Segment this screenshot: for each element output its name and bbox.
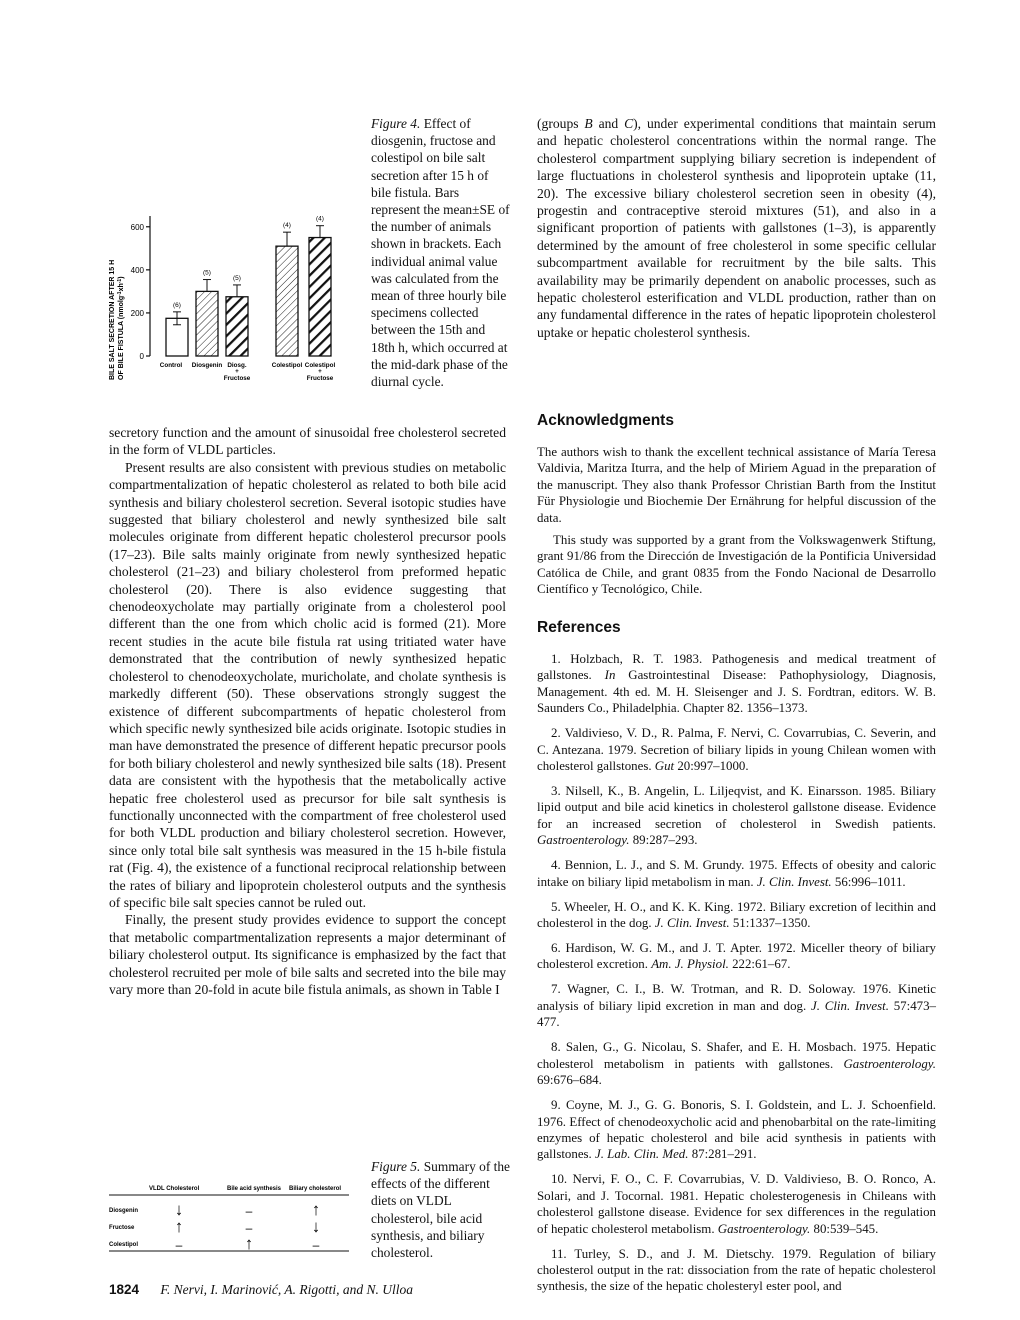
fig5-row-label-diosgenin: Diosgenin — [109, 1208, 139, 1214]
reference-pages: 56:996–1011. — [831, 874, 906, 889]
footer-authors: F. Nervi, I. Marinović, A. Rigotti, and N. Ulloa — [160, 1282, 414, 1297]
reference-pages: 80:539–545. — [810, 1221, 879, 1236]
reference-text: 7. Wagner, C. I., B. W. Trotman, and R. D. Soloway. 1976. Kinetic analysis of biliary lipid excretion in man and dog. — [537, 982, 936, 1013]
reference-text: 2. Valdivieso, V. D., R. Palma, F. Nervi, C. Covarrubias, C. Severin, and C. Antezana. 1979. Secretion of biliary lipids in young Chilean women with cholesterol gallstones. — [537, 726, 936, 774]
fig5-row-label-fructose: Fructose — [109, 1225, 135, 1231]
fig4-n-label: (4) — [283, 222, 291, 230]
references — [537, 651, 936, 1303]
reference-pages: 51:1337–1350. — [729, 916, 811, 931]
reference-pages: 57:473–477. — [537, 998, 936, 1030]
reference-text: 4. Bennion, L. J., and S. M. Grundy. 1975. Effects of obesity and caloric intake on biliary lipid metabolism in man. — [537, 858, 936, 889]
reference-pages: 20:997–1000. — [674, 759, 749, 774]
reference-pages: 69:676–684. — [537, 1073, 602, 1088]
fig4-y-tick-label: 0 — [139, 352, 144, 361]
fig4-bar — [226, 297, 248, 356]
reference-text: 8. Salen, G., G. Nicolau, S. Shafer, and E. H. Mosbach. 1975. Hepatic cholesterol metabolism in patients with gallstones. — [537, 1040, 936, 1071]
reference-item — [537, 899, 936, 932]
figure-5-caption — [371, 1158, 511, 1261]
figure-4 — [104, 208, 354, 398]
right-paragraph-0: (groups B and C), under experimental conditions that maintain serum and hepatic cholesterol concentrations within the normal range. The cholesterol compartment supplying biliary secretion is independent of large fluctuations in cholesterol synthesis and lipoprotein uptake (11, 20). The excessive biliary cholesterol secretion seen in obesity (4), progestin and contraceptive steroid mixtures (51), and also in a significant proportion of patients with gallstones (1–3), is apparently determined by the amount of free cholesterol in some specific cellular subcompartment available for recruitment by the bile salts. This availability may be primarily dependent on anabolic processes, such as hepatic cholesterol esterification and VLDL production, rather than on any fundamental difference in the rates of hepatic lipoprotein cholesterol uptake or hepatic cholesterol synthesis. — [537, 116, 936, 340]
reference-journal: Am. J. Physiol. — [651, 957, 729, 972]
reference-item — [537, 725, 936, 774]
fig4-y-tick-label: 400 — [130, 265, 144, 275]
left-paragraph-2: Finally, the present study provides evidence to support the concept that metabolic compartmentalization represents a major determinant of biliary cholesterol output. Its significance is emphasized by the fact that cholesterol recruited per mole of bile salts and secreted into the bile may vary more than 20-fold in acute bile fistula animals, as shown in Table I — [109, 912, 506, 997]
fig5-effect-dash: – — [245, 1204, 253, 1218]
page-footer — [109, 1282, 413, 1298]
reference-text: 9. Coyne, M. J., G. G. Bonoris, S. I. Goldstein, and L. J. Schoenfield. 1976. Effect of chenodeoxycholic acid and phenobarbital on the rate-limiting enzymes of hepatic cholesterol and bile acid synthesis in patients with gallstones. — [537, 1098, 936, 1162]
reference-pages: 89:287–293. — [629, 833, 698, 848]
left-paragraph-1: Present results are also consistent with previous studies on metabolic compartmentalization of hepatic cholesterol as related to both bile acid synthesis and biliary cholesterol secretion. Several isotopic studies have suggested that biliary cholesterol and newly synthesized bile salt molecules originate from different hepatic cholesterol precursor pools (17–23). Bile salts mainly originate from newly synthesized hepatic cholesterol (21–23) and biliary cholesterol from preformed hepatic cholesterol (20). There is also evidence suggesting that chenodeoxycholate may partially originate from a cholesterol pool different than the one from which cholic acid is formed (21). More recent studies in the acute bile fistula rat using tritiated water have demonstrated that the contribution of newly synthesized hepatic cholesterol to chenodeoxycholate, muricholate, and cholate synthesis is markedly different (50). These observations strongly suggest the existence of different subcompartments of hepatic cholesterol from which specific newly synthesized bile acids originate. Isotopic studies in man have demonstrated the presence of different hepatic precursor pools for both biliary cholesterol and newly synthesized bile salts (18). Present data are consistent with the hypothesis that the metabolically active hepatic free cholesterol used as precursor for bile salt synthesis is functionally unconnected with the compartment of free cholesterol used for both VLDL production and biliary cholesterol secretion. However, since only total bile salt synthesis was measured in the 15 h-bile fistula rat (Fig. 4), the existence of a functional reciprocal relationship between the rates of biliary and lipoprotein cholesterol outputs and the synthesis of specific bile salt species cannot be ruled out. — [109, 459, 506, 910]
reference-pages: 222:61–67. — [728, 957, 791, 972]
reference-journal: Gut — [654, 759, 675, 774]
fig4-bar — [309, 238, 331, 356]
reference-text: 6. Hardison, W. G. M., and J. T. Apter. 1972. Miceller theory of biliary cholesterol excretion. — [537, 941, 936, 972]
fig4-category-label: Diosgenin — [191, 362, 223, 369]
fig4-ylabel-line1: BILE SALT SECRETION AFTER 15 H — [109, 259, 116, 380]
fig4-y-tick-label: 200 — [130, 308, 144, 318]
fig4-n-label: (6) — [173, 301, 181, 309]
fig4-ylabel-line2: OF BILE FISTULA $(nmolg^{-1}xh^{-1})$ — [117, 276, 125, 380]
fig4-category-label: Colestipol — [304, 362, 336, 369]
reference-text: 3. Nilsell, K., B. Angelin, L. Liljeqvist, and K. Einarsson. 1985. Biliary lipid output and bile acid kinetics in cholesterol gallstone disease. Evidence for an increased secretion of cholesterol in Swedish patients. — [537, 784, 936, 831]
reference-item — [537, 1097, 936, 1163]
reference-text: 10. Nervi, F. O., C. F. Covarrubias, V. D. Valdivieso, B. O. Ronco, A. Solari, and J. Tocornal. 1981. Hepatic cholesterogenesis in Chileans with cholesterol gallstone disease. Evidence for sex differences in the regulation of hepatic cholesterol metabolism. — [537, 1172, 936, 1236]
figure-5-caption-label: Figure 5. — [371, 1159, 421, 1174]
figure-4-caption-label: Figure 4. — [371, 116, 421, 131]
acknowledgments — [537, 444, 936, 604]
fig5-effect-down: ↓ — [311, 1217, 321, 1236]
page-number: 1824 — [109, 1282, 140, 1297]
figure-4-caption-text: Effect of diosgenin, fructose and colestipol on bile salt secretion after 15 h of bile fistula. Bars represent the mean±SE of the number of animals shown in brackets. Each individual animal value was calculated from the mean of three hourly bile specimens collected between the 15th and 18th h, which occurred at the mid-dark phase of the diurnal cycle. — [371, 116, 510, 390]
fig4-category-label-line2: Fructose — [306, 375, 334, 382]
fig4-n-label: (4) — [316, 215, 324, 223]
fig5-header-vldl: VLDL Cholesterol — [149, 1186, 200, 1192]
fig5-header-bile: Bile acid synthesis — [227, 1186, 282, 1192]
reference-journal: J. Clin. Invest. — [756, 874, 832, 889]
reference-pages: 87:281–291. — [688, 1147, 757, 1162]
reference-item — [537, 783, 936, 849]
acknowledgments-heading: Acknowledgments — [537, 412, 674, 429]
ack-paragraph-2: This study was supported by a grant from the Volkswagenwerk Stiftung, grant 91/86 from the Dirección de Investigación de la Pontificia Universidad Católica de Chile, and grant 0835 from the Fondo Nacional de Desarrollo Científico y Tecnológico, Chile. — [537, 533, 936, 597]
fig4-category-label-line2: Fructose — [223, 375, 251, 382]
figure-4-chart — [104, 208, 354, 398]
reference-item — [537, 1171, 936, 1237]
reference-list — [537, 651, 936, 1295]
figure-5-caption-text: Summary of the effects of the different diets on VLDL cholesterol, bile acid synthesis, and biliary cholesterol. — [371, 1159, 510, 1261]
fig5-effect-up: ↑ — [311, 1200, 321, 1219]
figure-5-table — [109, 1180, 349, 1252]
fig5-effect-dash: – — [312, 1238, 320, 1252]
fig5-effect-up: ↑ — [244, 1234, 254, 1252]
reference-text: 5. Wheeler, H. O., and K. K. King. 1972. Biliary excretion of lecithin and cholesterol in the dog. — [537, 899, 936, 931]
reference-item — [537, 981, 936, 1030]
reference-journal: Gastroenterology. — [717, 1221, 811, 1236]
reference-journal: Gastroenterology. — [537, 833, 630, 848]
fig4-bar — [196, 291, 218, 356]
left-paragraph-0: secretory function and the amount of sinusoidal free cholesterol secreted in the form of VLDL particles. — [109, 425, 506, 458]
reference-journal: J. Clin. Invest. — [811, 998, 889, 1013]
figure-5 — [109, 1180, 349, 1252]
reference-item — [537, 857, 936, 890]
reference-item — [537, 1246, 936, 1295]
fig5-effect-down: ↓ — [174, 1200, 184, 1219]
ack-paragraph-1: The authors wish to thank the excellent technical assistance of María Teresa Valdivia, Maritza Iturra, and the help of Miriem Aguad in the preparation of the manuscript. They also thank Professor Christian Barth from the Institut Für Physiologie und Biochemie Der Ernährung for helpful discussion of the data. — [537, 445, 936, 525]
reference-journal: J. Clin. Invest. — [654, 916, 730, 931]
fig4-category-label: Control — [159, 362, 183, 369]
fig5-effect-dash: – — [175, 1238, 183, 1252]
fig4-bar — [276, 246, 298, 356]
reference-item — [537, 940, 936, 973]
fig5-effect-up: ↑ — [174, 1217, 184, 1236]
reference-journal: J. Lab. Clin. Med. — [595, 1147, 689, 1162]
reference-item — [537, 1039, 936, 1088]
fig5-header-biliary: Biliary cholesterol — [289, 1186, 342, 1192]
fig4-y-tick-label: 600 — [130, 222, 144, 232]
right-column-intro — [537, 115, 936, 341]
fig4-category-label: Diosg. — [227, 362, 247, 369]
fig4-category-label: Colestipol — [271, 362, 303, 369]
references-heading: References — [537, 619, 621, 636]
reference-text: 1. Holzbach, R. T. 1983. Pathogenesis and medical treatment of gallstones. — [537, 652, 936, 683]
reference-pages: Gastrointestinal Disease: Pathophysiology, Diagnosis, Management. 4th ed. M. H. Sleisenger and J. S. Fordtran, editors. W. B. Saunders Co., Philadelphia. Chapter 82. 1356–1373. — [537, 668, 936, 716]
reference-journal: Gastroenterology. — [843, 1056, 936, 1071]
fig4-n-label: (5) — [203, 269, 211, 277]
left-column — [109, 424, 506, 998]
reference-text: 11. Turley, S. D., and J. M. Dietschy. 1979. Regulation of biliary cholesterol output in the rat: dissociation from the rate of hepatic cholesterol synthesis, the size of the hepatic cholesteryl ester pool, and — [537, 1246, 936, 1294]
reference-journal: In — [604, 668, 616, 683]
fig5-row-label-colestipol: Colestipol — [109, 1242, 139, 1248]
fig4-plus-label: + — [235, 368, 239, 375]
fig4-n-label: (5) — [233, 274, 241, 282]
fig5-effect-dash: – — [245, 1221, 253, 1235]
reference-item — [537, 651, 936, 717]
figure-4-caption — [371, 115, 511, 390]
fig4-plus-label: + — [318, 368, 322, 375]
